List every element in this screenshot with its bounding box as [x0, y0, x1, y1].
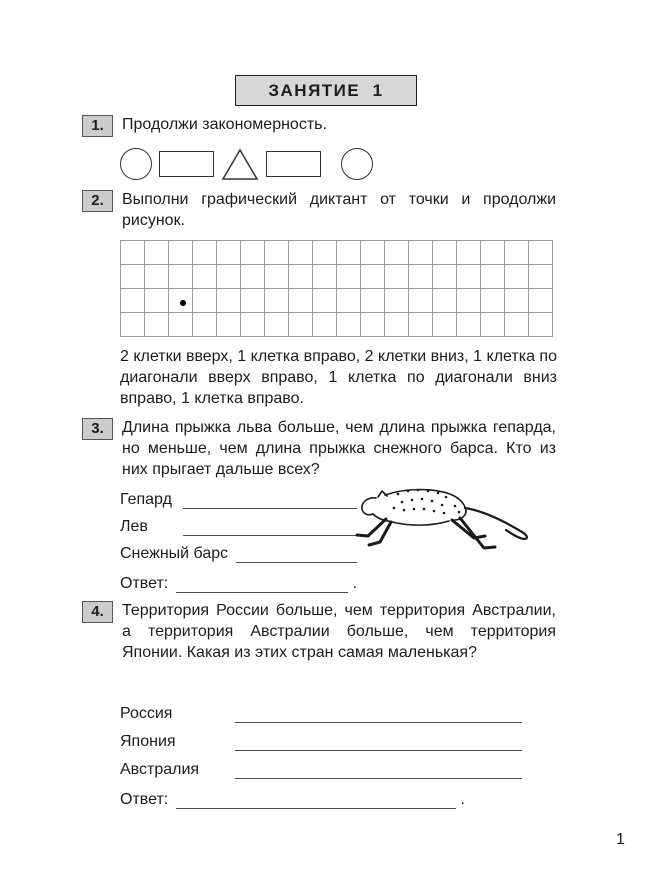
- answer-line: [120, 568, 357, 593]
- task-3: [82, 417, 556, 480]
- pattern-rectangle-icon: [266, 151, 321, 177]
- pattern-rectangle-icon: [159, 151, 214, 177]
- task-4: [82, 600, 556, 663]
- answer-period: .: [460, 791, 465, 808]
- task-text: Продолжи закономерность.: [122, 116, 327, 133]
- task-number-badge: 4.: [82, 601, 113, 623]
- lesson-title: ЗАНЯТИЕ 1: [268, 80, 384, 100]
- answer-line: [120, 511, 357, 536]
- task-1: [82, 114, 556, 137]
- answer-line: [120, 726, 522, 751]
- pattern-triangle-icon: [221, 148, 259, 181]
- answer-line-label: Ответ:: [120, 575, 169, 592]
- answer-line: [120, 698, 522, 723]
- task-4-answer-lines: [120, 698, 522, 782]
- answer-blank: [235, 753, 522, 779]
- answer-blank: [235, 725, 522, 751]
- task-number-badge: 1.: [82, 115, 113, 137]
- task-text: Выполни графический диктант от точки и продолжи рисунок.: [122, 191, 556, 229]
- answer-line: [120, 538, 357, 563]
- answer-blank: [176, 783, 455, 809]
- answer-blank: [183, 483, 357, 509]
- task-4-answer-row: [120, 784, 465, 811]
- task-3-answer-lines: [120, 484, 357, 595]
- dictation-grid: [120, 240, 553, 337]
- answer-period: .: [352, 575, 357, 592]
- answer-line-label: Ответ:: [120, 791, 169, 808]
- task-number-badge: 3.: [82, 418, 113, 440]
- pattern-circle-icon: [120, 148, 152, 180]
- dictation-instructions: 2 клетки вверх, 1 клетка вправо, 2 клетки вниз, 1 клетка по диагонали вверх вправо, 1 клетка по диагонали вниз вправо, 1 клетка вправо.: [120, 348, 557, 407]
- answer-blank: [176, 567, 347, 593]
- answer-blank: [236, 537, 357, 563]
- task-text: Длина прыжка льва больше, чем длина прыжка гепарда, но меньше, чем длина прыжка снежного барса. Кто из них прыгает дальше всех?: [122, 419, 556, 478]
- answer-line-label: Снежный барс: [120, 545, 229, 562]
- page-number: 1: [616, 831, 625, 848]
- lesson-header: [235, 75, 417, 106]
- cheetah-illustration: [352, 478, 537, 578]
- task-text: Территория России больше, чем территория Австралии, а территория Австралии больше, чем территория Японии. Какая из этих стран самая маленькая?: [122, 602, 556, 661]
- answer-line-label: Австралия: [120, 761, 200, 778]
- answer-blank: [183, 510, 357, 536]
- answer-line-label: Россия: [120, 705, 173, 722]
- start-dot: [180, 300, 186, 306]
- pattern-circle-icon: [341, 148, 373, 180]
- task-number-badge: 2.: [82, 190, 113, 212]
- answer-blank: [235, 697, 522, 723]
- answer-line-label: Лев: [120, 518, 148, 535]
- answer-line: [120, 784, 465, 809]
- task-2: [82, 189, 556, 231]
- answer-line: [120, 754, 522, 779]
- answer-line: [120, 484, 357, 509]
- answer-line-label: Япония: [120, 733, 176, 750]
- pattern-shapes: [120, 146, 373, 182]
- answer-line-label: Гепард: [120, 491, 172, 508]
